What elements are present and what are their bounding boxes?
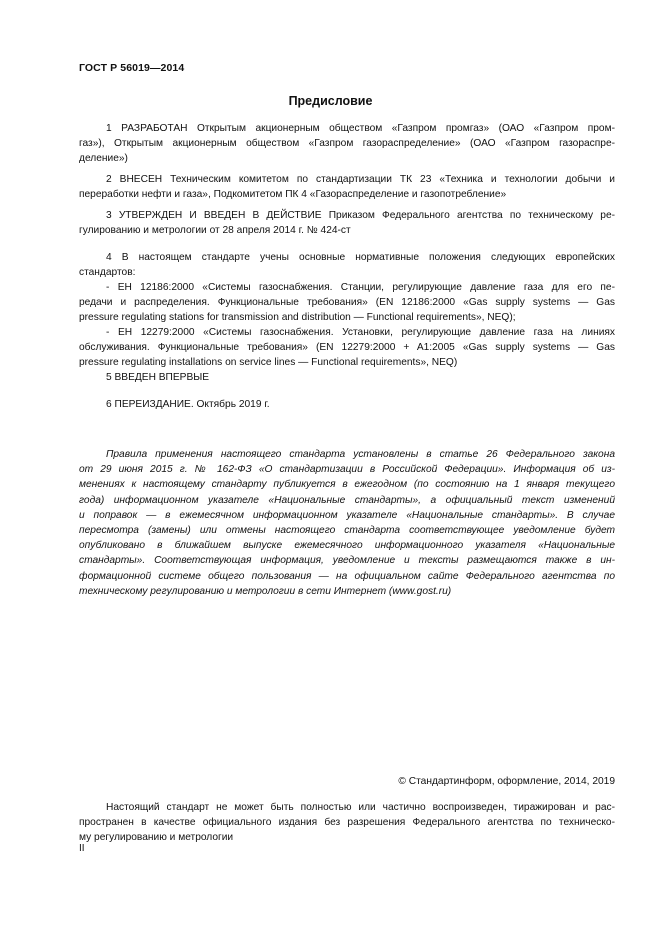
text-line: менениях к настоящему стандарту публикуется в ежегодном (по состоянию на 1 января текущего xyxy=(79,479,615,491)
text-line: формационной системе общего пользования — на официальном сайте Федерального агентства по xyxy=(79,570,615,582)
text-line: деление») xyxy=(79,153,128,164)
text-line: редачи и распределения. Функциональные требования» (EN 12186:2000 «Gas supply systems — Gas xyxy=(79,297,615,308)
text-line: от 29 июня 2015 г. № 162-ФЗ «О стандартизации в Российской Федерации». Информация об из- xyxy=(79,464,615,476)
text-line: и поправок — в ежемесячном информационном указателе «Национальные стандарты». В случае xyxy=(79,509,615,521)
text-line: 5 ВВЕДЕН ВПЕРВЫЕ xyxy=(106,372,210,383)
page-title: Предисловие xyxy=(288,94,373,108)
preface-item-first-time xyxy=(79,370,615,385)
standard-code-header: ГОСТ Р 56019—2014 xyxy=(79,62,185,74)
copyright-notice: © Стандартинформ, оформление, 2014, 2019 xyxy=(398,776,615,787)
text-line: 4 В настоящем стандарте учены основные нормативные положения следующих европейских xyxy=(106,252,615,263)
text-line: - ЕН 12279:2000 «Системы газоснабжения. Установки, регулирующие давление газа на линиях xyxy=(106,327,615,338)
preface-item-european-standards xyxy=(79,250,615,370)
text-line: му регулированию и метрологии xyxy=(79,832,234,843)
text-line: pressure regulating stations for transmission and distribution — Functional requirements», NEQ); xyxy=(79,312,516,323)
preface-item-reissue xyxy=(79,397,615,412)
page-number: II xyxy=(79,843,85,854)
text-line: pressure regulating installations on service lines — Functional requirements», NEQ) xyxy=(79,357,458,368)
text-line: опубликовано в ближайшем выпуске ежемесячного информационного указателя «Национальные xyxy=(79,540,615,552)
text-line: пересмотра (замены) или отмены настоящего стандарта соответствующее уведомление будет xyxy=(79,525,615,537)
text-line: 1 РАЗРАБОТАН Открытым акционерным обществом «Газпром промгаз» (ОАО «Газпром пром- xyxy=(106,123,615,134)
reproduction-notice xyxy=(79,800,615,845)
text-line: техническому регулированию и метрологии в сети Интернет (www.gost.ru) xyxy=(79,585,452,597)
text-line: 3 УТВЕРЖДЕН И ВВЕДЕН В ДЕЙСТВИЕ Приказом Федерального агентства по техническому ре- xyxy=(106,210,615,221)
text-line: Правила применения настоящего стандарта установлены в статье 26 Федерального закона xyxy=(106,449,615,460)
text-line: газ»), Открытым акционерным обществом «Газпром газораспределение» (ОАО «Газпром газораспре- xyxy=(79,138,615,149)
text-line: Настоящий стандарт не может быть полностью или частично воспроизведен, тиражирован и рас- xyxy=(106,802,615,813)
text-line: 6 ПЕРЕИЗДАНИЕ. Октябрь 2019 г. xyxy=(106,399,270,410)
text-line: пространен в качестве официального издания без разрешения Федерального агентства по техническо- xyxy=(79,817,615,828)
preface-item-introduced xyxy=(79,172,615,202)
text-line: 2 ВНЕСЕН Техническим комитетом по стандартизации ТК 23 «Техника и технологии добычи и xyxy=(106,174,615,185)
text-line: стандартов: xyxy=(79,267,136,278)
text-line: обслуживания. Функциональные требования» (EN 12279:2000 + A1:2005 «Gas supply systems — Gas xyxy=(79,342,615,353)
text-line: переработки нефти и газа», Подкомитетом ПК 4 «Газораспределение и газопотребление» xyxy=(79,189,507,200)
preface-item-approved xyxy=(79,208,615,238)
preface-item-developed xyxy=(79,121,615,166)
text-line: - ЕН 12186:2000 «Системы газоснабжения. Станции, регулирующие давление газа для его пе- xyxy=(106,282,615,293)
text-line: года) информационном указателе «Национальные стандарты», а официальный текст изменений xyxy=(79,494,615,506)
text-line: гулированию и метрологии от 28 апреля 2014 г. № 424-ст xyxy=(79,225,351,236)
text-line: стандарты». Соответствующая информация, уведомление и тексты размещаются также в ин- xyxy=(79,555,615,567)
rules-notice xyxy=(79,447,615,599)
